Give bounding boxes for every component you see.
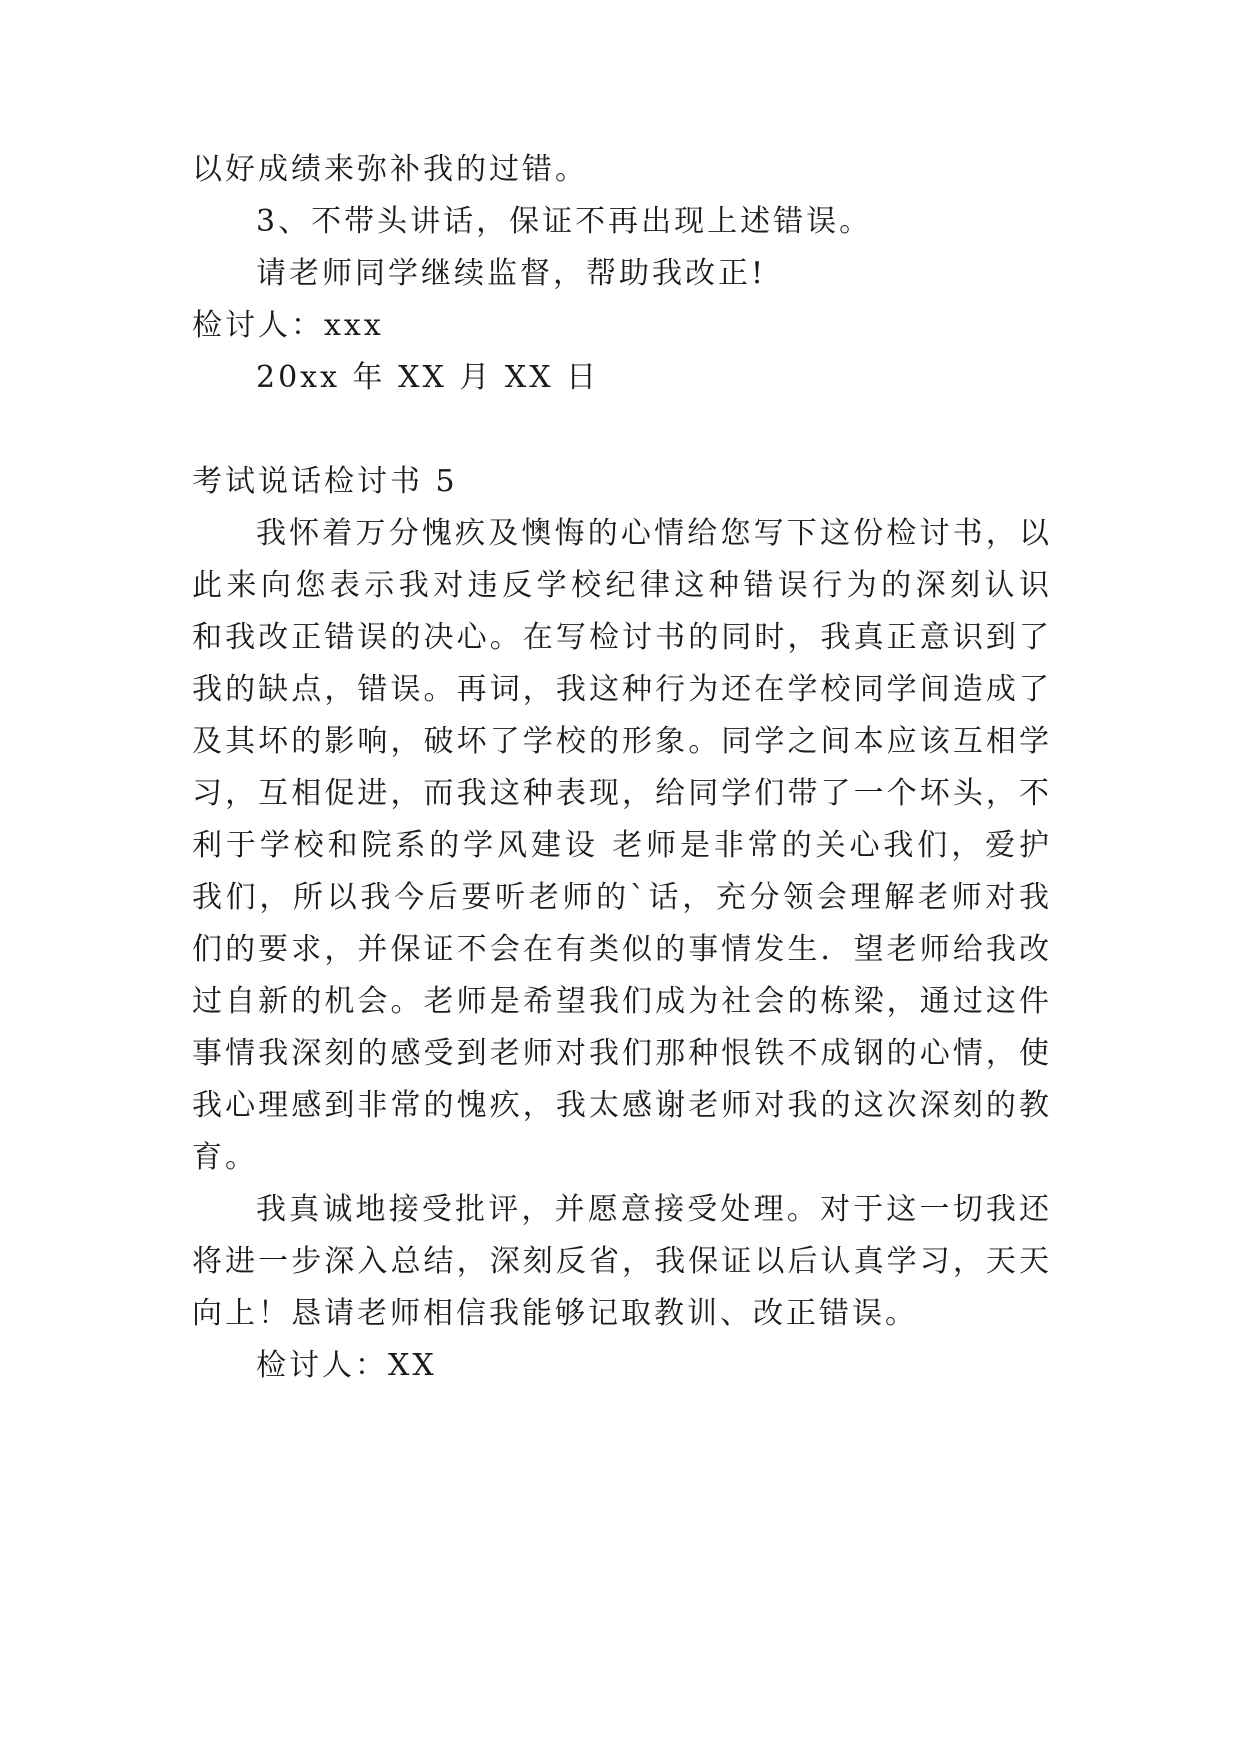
paragraph-line: 此来向您表示我对违反学校纪律这种错误行为的深刻认识	[192, 568, 1052, 603]
paragraph-line: 们的要求，并保证不会在有类似的事情发生．望老师给我改	[192, 932, 1052, 967]
section-title: 考试说话检讨书 5	[192, 464, 458, 499]
date-line: 20xx 年 XX 月 XX 日	[256, 360, 600, 395]
paragraph-line: 及其坏的影响，破坏了学校的形象。同学之间本应该互相学	[192, 724, 1052, 759]
paragraph-line: 我的缺点，错误。再词，我这种行为还在学校同学间造成了	[192, 672, 1052, 707]
paragraph-line: 育。	[192, 1140, 258, 1175]
paragraph-line: 和我改正错误的决心。在写检讨书的同时，我真正意识到了	[192, 620, 1052, 655]
paragraph-line: 我们，所以我今后要听老师的`话，充分领会理解老师对我	[192, 880, 1052, 915]
paragraph-line: 我真诚地接受批评，并愿意接受处理。对于这一切我还	[256, 1192, 1052, 1227]
text-line: 请老师同学继续监督，帮助我改正!	[256, 256, 767, 291]
paragraph-line: 将进一步深入总结，深刻反省，我保证以后认真学习，天天	[192, 1244, 1052, 1279]
paragraph-line: 向上！恳请老师相信我能够记取教训、改正错误。	[192, 1296, 918, 1331]
list-item: 3、不带头讲话，保证不再出现上述错误。	[256, 204, 873, 239]
paragraph-line: 利于学校和院系的学风建设 老师是非常的关心我们，爱护	[192, 828, 1052, 863]
paragraph-line: 事情我深刻的感受到老师对我们那种恨铁不成钢的心情，使	[192, 1036, 1052, 1071]
signer-label: 检讨人：XX	[256, 1348, 437, 1383]
paragraph-line: 我心理感到非常的愧疚，我太感谢老师对我的这次深刻的教	[192, 1088, 1052, 1123]
paragraph-line: 习，互相促进，而我这种表现，给同学们带了一个坏头，不	[192, 776, 1052, 811]
paragraph-line: 过自新的机会。老师是希望我们成为社会的栋梁，通过这件	[192, 984, 1052, 1019]
signer-label: 检讨人：xxx	[192, 308, 384, 343]
paragraph-line: 我怀着万分愧疚及懊悔的心情给您写下这份检讨书，以	[256, 516, 1052, 551]
text-line: 以好成绩来弥补我的过错。	[192, 152, 588, 187]
